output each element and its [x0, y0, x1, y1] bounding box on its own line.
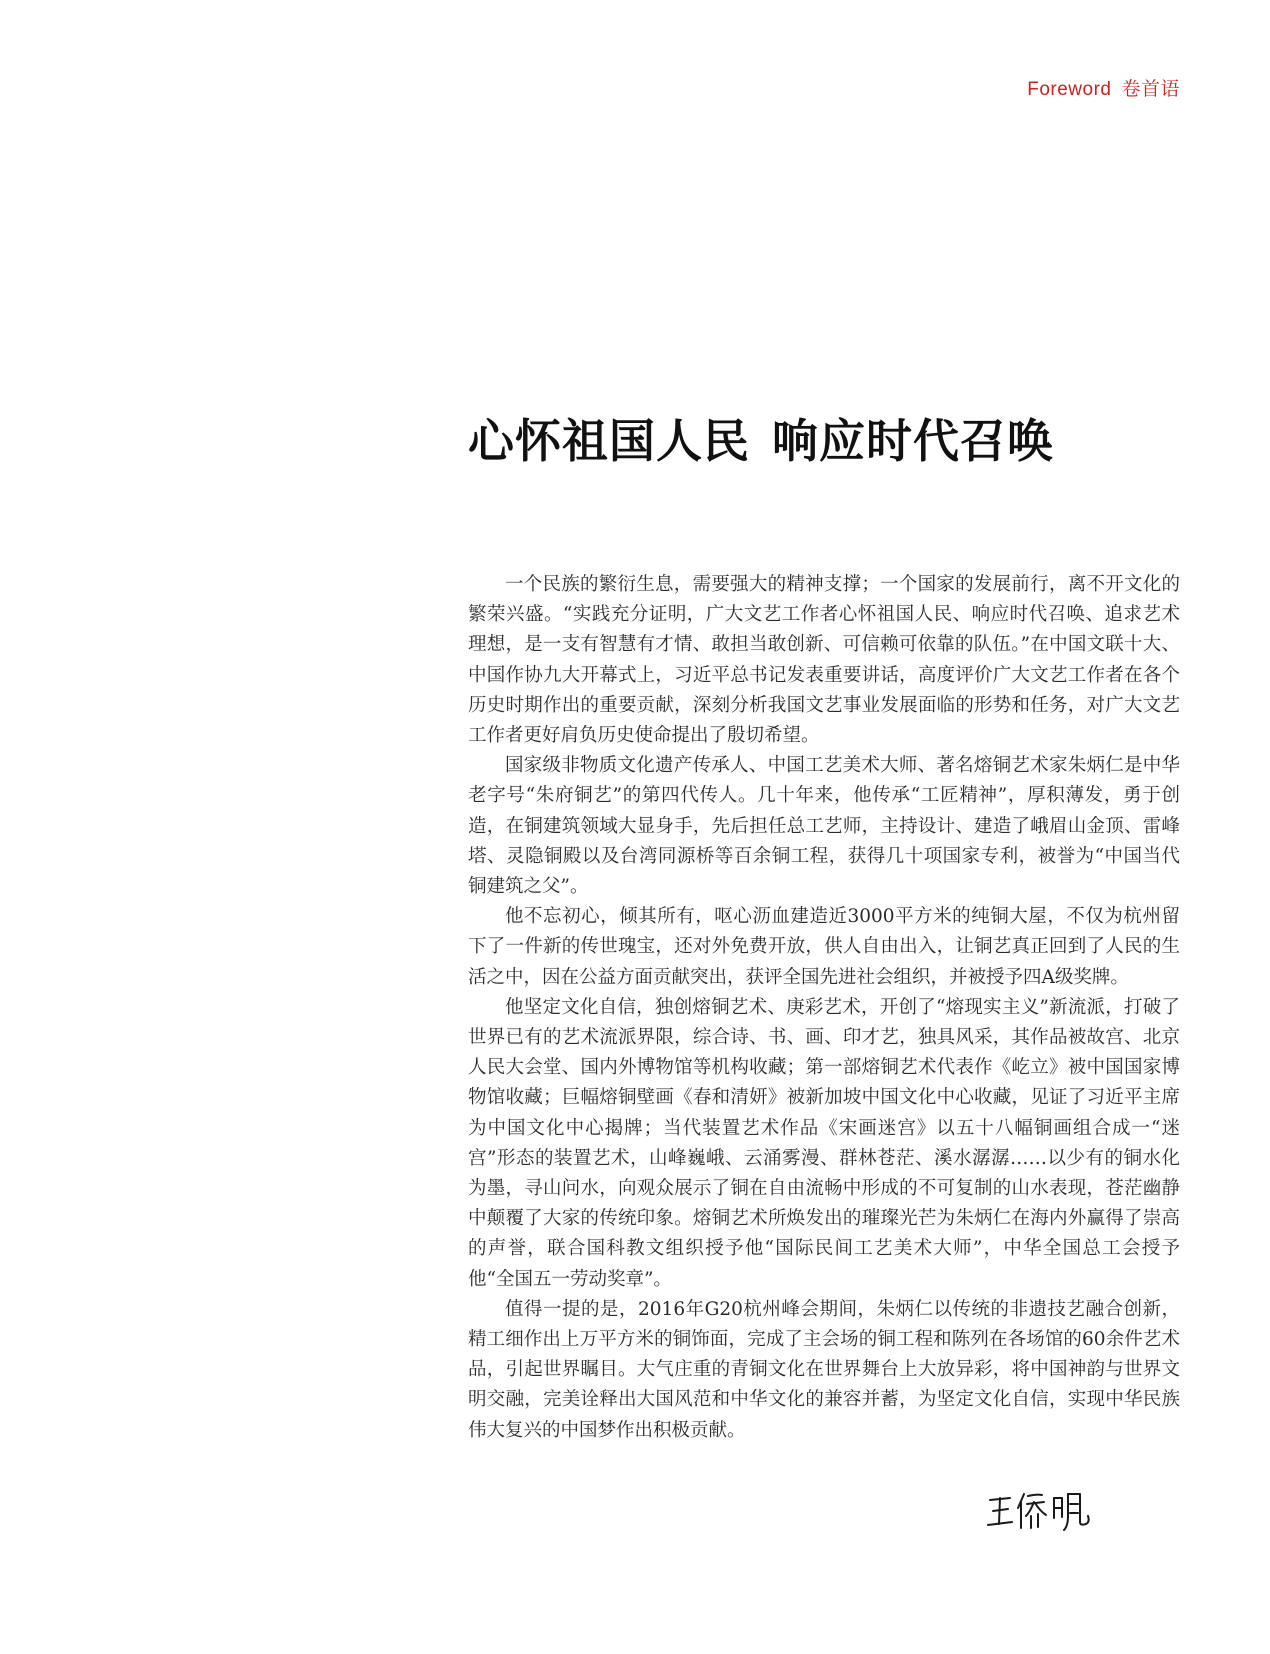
section-header: [1027, 74, 1180, 101]
paragraph: 他坚定文化自信，独创熔铜艺术、庚彩艺术，开创了“熔现实主义”新流派，打破了世界已有的艺术流派界限，综合诗、书、画、印才艺，独具风采，其作品被故宫、北京人民大会堂、国内外博物馆等机构收藏；第一部熔铜艺术代表作《屹立》被中国国家博物馆收藏；巨幅熔铜壁画《春和清妍》被新加坡中国文化中心收藏，见证了习近平主席为中国文化中心揭牌；当代装置艺术作品《宋画迷宫》以五十八幅铜画组合成一“迷宫”形态的装置艺术，山峰巍峨、云涌雾漫、群林苍茫、溪水潺潺……以少有的铜水化为墨，寻山问水，向观众展示了铜在自由流畅中形成的不可复制的山水表现，苍茫幽静中颠覆了大家的传统印象。熔铜艺术所焕发出的璀璨光芒为朱炳仁在海内外赢得了崇高的声誉，联合国科教文组织授予他“国际民间工艺美术大师”，中华全国总工会授予他“全国五一劳动奖章”。: [468, 996, 1180, 1290]
title-part-1: 心怀祖国人民: [468, 414, 750, 468]
paragraph: 值得一提的是，2016年G20杭州峰会期间，朱炳仁以传统的非遗技艺融合创新，精工细作出上万平方米的铜饰面，完成了主会场的铜工程和陈列在各场馆的60余件艺术品，引起世界瞩目。大气庄重的青铜文化在世界舞台上大放异彩，将中国神韵与世界文明交融，完美诠释出大国风范和中华文化的兼容并蓄，为坚定文化自信，实现中华民族伟大复兴的中国梦作出积极贡献。: [468, 1298, 1180, 1441]
section-label-en: Foreword: [1027, 79, 1112, 100]
paragraph: 一个民族的繁衍生息，需要强大的精神支撑；一个国家的发展前行，离不开文化的繁荣兴盛。“实践充分证明，广大文艺工作者心怀祖国人民、响应时代召唤、追求艺术理想，是一支有智慧有才情、敢担当敢创新、可信赖可依靠的队伍。”在中国文联十大、中国作协九大开幕式上，习近平总书记发表重要讲话，高度评价广大文艺工作者在各个历史时期作出的重要贡献，深刻分析我国文艺事业发展面临的形势和任务，对广大文艺工作者更好肩负历史使命提出了殷切希望。: [468, 574, 1180, 747]
paragraph: 他不忘初心，倾其所有，呕心沥血建造近3000平方米的纯铜大屋，不仅为杭州留下了一件新的传世瑰宝，还对外免费开放，供人自由出入，让铜艺真正回到了人民的生活之中，因在公益方面贡献突出，获评全国先进社会组织，并被授予四A级奖牌。: [468, 906, 1180, 988]
handwritten-signature: [984, 1486, 1094, 1534]
paragraph: 国家级非物质文化遗产传承人、中国工艺美术大师、著名熔铜艺术家朱炳仁是中华老字号“朱府铜艺”的第四代传人。几十年来，他传承“工匠精神”，厚积薄发，勇于创造，在铜建筑领域大显身手，先后担任总工艺师，主持设计、建造了峨眉山金顶、雷峰塔、灵隐铜殿以及台湾同源桥等百余铜工程，获得几十项国家专利，被誉为“中国当代铜建筑之父”。: [468, 755, 1180, 898]
article-body: [468, 570, 1180, 1446]
article-title: [468, 405, 1054, 471]
title-part-2: 响应时代召唤: [772, 414, 1054, 468]
section-label-zh: 卷首语: [1121, 79, 1180, 100]
